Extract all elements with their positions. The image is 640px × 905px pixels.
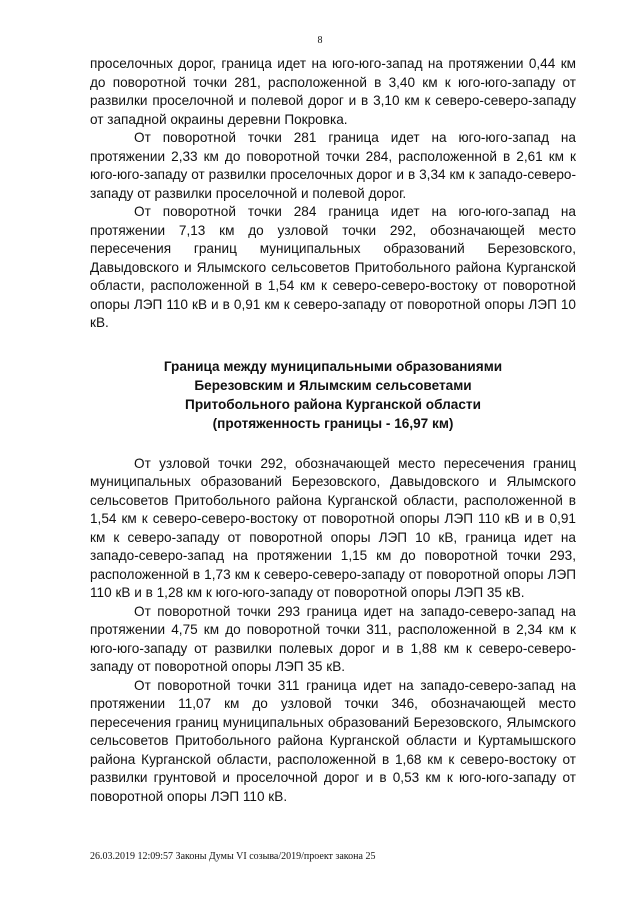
paragraph-point-311: От поворотной точки 311 граница идет на западо-северо-запад на протяжении 11,07 км до узловой точки 346, обозначающей место пересечения границ муниципальных образований Березовского, Ялымского сельсоветов Притобольного района Курганской области и Куртамышского района Курганской области, расположенной в 1,68 км к северо-востоку от развилки грунтовой и проселочной дорог и в 0,53 км к юго-юго-западу от поворотной опоры ЛЭП 110 кВ. bbox=[90, 677, 576, 804]
paragraph-continuation: проселочных дорог, граница идет на юго-юго-запад на протяжении 0,44 км до поворотной точки 281, расположенной в 3,40 км к юго-юго-западу от развилки проселочной и полевой дорог и в 3,10 км к северо-северо-западу от западной окраины деревни Покровка. bbox=[90, 56, 576, 127]
paragraph-point-292: От узловой точки 292, обозначающей место пересечения границ муниципальных образований Березовского, Давыдовского и Ялымского сельсоветов Притобольного района Курганской области, расположенной в 1,54 км к северо-северо-востоку от поворотной опоры ЛЭП 110 кВ и в 0,91 км к северо-западу от поворотной опоры ЛЭП 10 кВ, граница идет на западо-северо-запад на протяжении 1,15 км до поворотной точки 293, расположенной в 1,73 км к северо-северо-западу от поворотной опоры ЛЭП 110 кВ и в 1,28 км к юго-юго-западу от поворотной опоры ЛЭП 35 кВ. bbox=[90, 455, 576, 600]
paragraph-point-284: От поворотной точки 284 граница идет на юго-юго-запад на протяжении 7,13 км до узловой точки 292, обозначающей место пересечения границ муниципальных образований Березовского, Давыдовского и Ялымского сельсоветов Притобольного района Курганской области, расположенной в 1,54 км к северо-северо-востоку от поворотной опоры ЛЭП 110 кВ и в 0,91 км к северо-западу от поворотной опоры ЛЭП 10 кВ. bbox=[90, 204, 576, 330]
section-heading-length: (протяженность границы - 16,97 км) bbox=[212, 415, 454, 431]
section-heading-line: Граница между муниципальными образованиями bbox=[163, 358, 503, 374]
document-body bbox=[90, 55, 576, 806]
section-heading bbox=[90, 357, 576, 433]
section-heading-line: Березовским и Ялымским сельсоветами bbox=[194, 377, 472, 393]
page-number: 8 bbox=[317, 35, 323, 46]
paragraph-point-293: От поворотной точки 293 граница идет на западо-северо-запад на протяжении 4,75 км до поворотной точки 311, расположенной в 2,34 км к юго-юго-западу от развилки полевых дорог и в 1,88 км к северо-северо-западу от поворотной опоры ЛЭП 35 кВ. bbox=[90, 603, 576, 674]
section-heading-line: Притобольного района Курганской области bbox=[185, 396, 481, 412]
paragraph-point-281: От поворотной точки 281 граница идет на юго-юго-запад на протяжении 2,33 км до поворотной точки 284, расположенной в 2,61 км к юго-юго-западу от развилки проселочных дорог и в 3,34 км к западо-северо-западу от развилки проселочной и полевой дорог. bbox=[90, 130, 576, 201]
page-footer: 26.03.2019 12:09:57 Законы Думы VI созыва/2019/проект закона 25 bbox=[90, 851, 376, 862]
